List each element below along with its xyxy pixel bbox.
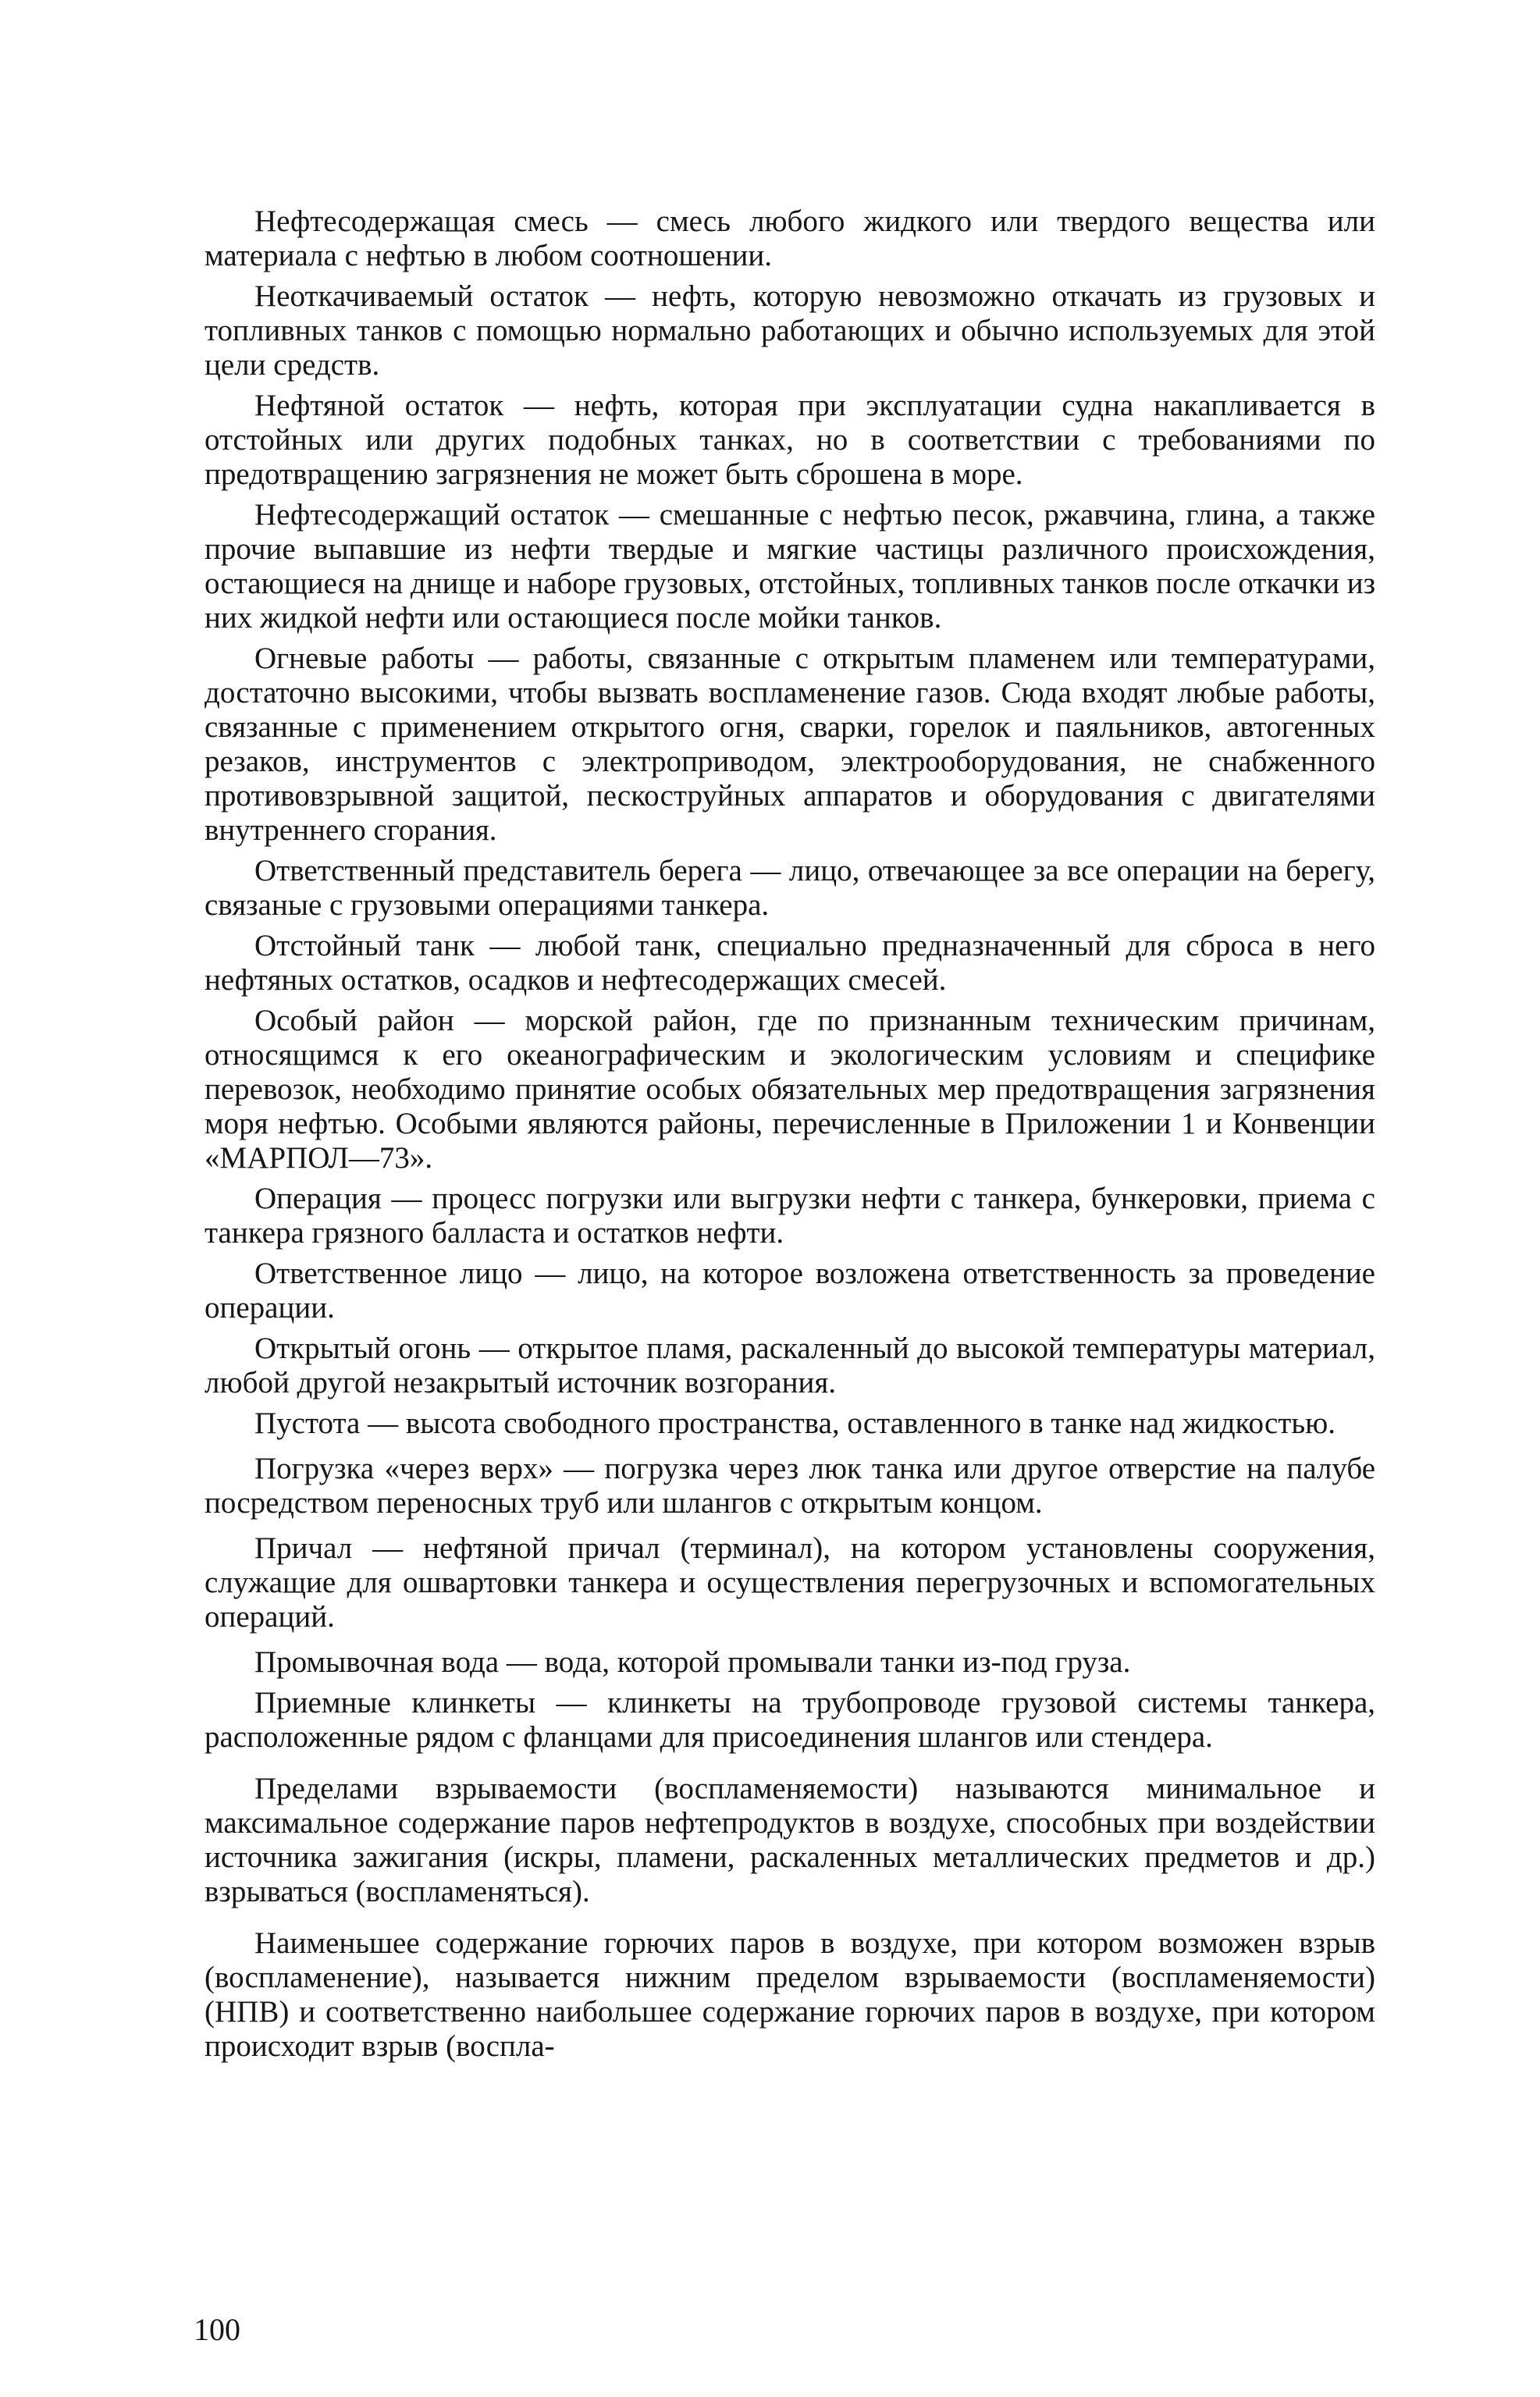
- definition-paragraph: Отстойный танк — любой танк, специально предназначенный для сброса в него нефтяных остатков, осадков и нефтесодержащих смесей.: [205, 929, 1375, 997]
- definition-paragraph: Неоткачиваемый остаток — нефть, которую невозможно откачать из грузовых и топливных танков с помощью нормально работающих и обычно используемых для этой цели средств.: [205, 279, 1375, 382]
- page-body: [205, 204, 1375, 2064]
- body-paragraph: Пределами взрываемости (воспламеняемости) называются минимальное и максимальное содержание паров нефтепродуктов в воздухе, способных при воздействии источника зажигания (искры, пламени, раскаленных металлических предметов и др.) взрываться (воспламеняться).: [205, 1772, 1375, 1908]
- definition-paragraph: Ответственное лицо — лицо, на которое возложена ответственность за проведение операции.: [205, 1257, 1375, 1325]
- definition-paragraph: Приемные клинкеты — клинкеты на трубопроводе грузовой системы танкера, расположенные рядом с фланцами для присоединения шлангов или стендера.: [205, 1686, 1375, 1754]
- definition-paragraph: Нефтяной остаток — нефть, которая при эксплуатации судна накапливается в отстойных или других подобных танках, но в соответствии с требованиями по предотвращению загрязнения не может быть сброшена в море.: [205, 389, 1375, 491]
- definition-paragraph: Открытый огонь — открытое пламя, раскаленный до высокой температуры материал, любой другой незакрытый источник возгорания.: [205, 1332, 1375, 1399]
- definition-paragraph: Особый район — морской район, где по признанным техническим причинам, относящимся к его океанографическим и экологическим условиям и специфике перевозок, необходимо принятие особых обязательных мер предотвращения загрязнения моря нефтью. Особыми являются районы, перечисленные в Приложении 1 и Конвенции «МАРПОЛ—73».: [205, 1004, 1375, 1175]
- definition-paragraph: Ответственный представитель берега — лицо, отвечающее за все операции на берегу, связаные с грузовыми операциями танкера.: [205, 854, 1375, 922]
- page-number: 100: [194, 2312, 240, 2347]
- body-paragraph: Наименьшее содержание горючих паров в воздухе, при котором возможен взрыв (воспламенение), называется нижним пределом взрываемости (воспламеняемости) (НПВ) и соответственно наибольшее содержание горючих паров в воздухе, при котором происходит взрыв (воспла-: [205, 1926, 1375, 2063]
- definition-paragraph: Нефтесодержащий остаток — смешанные с нефтью песок, ржавчина, глина, а также прочие выпавшие из нефти твердые и мягкие частицы различного происхождения, остающиеся на днище и наборе грузовых, отстойных, топливных танков после откачки из них жидкой нефти или остающиеся после мойки танков.: [205, 498, 1375, 635]
- definition-paragraph: Нефтесодержащая смесь — смесь любого жидкого или твердого вещества или материала с нефтью в любом соотношении.: [205, 204, 1375, 272]
- definition-paragraph: Промывочная вода — вода, которой промывали танки из-под груза.: [254, 1645, 1131, 1679]
- definition-paragraph: Операция — процесс погрузки или выгрузки нефти с танкера, бункеровки, приема с танкера грязного балласта и остатков нефти.: [205, 1182, 1375, 1250]
- definition-paragraph: Пустота — высота свободного пространства, оставленного в танке над жидкостью.: [254, 1407, 1335, 1440]
- definition-paragraph: Огневые работы — работы, связанные с открытым пламенем или температурами, достаточно высокими, чтобы вызвать воспламенение газов. Сюда входят любые работы, связанные с применением открытого огня, сварки, горелок и паяльников, автогенных резаков, инструментов с электроприводом, электрооборудования, не снабженного противовзрывной защитой, пескоструйных аппаратов и оборудования с двигателями внутреннего сгорания.: [205, 642, 1375, 847]
- definition-paragraph: Погрузка «через верх» — погрузка через люк танка или другое отверстие на палубе посредством переносных труб или шлангов с открытым концом.: [205, 1452, 1375, 1520]
- definition-paragraph: Причал — нефтяной причал (терминал), на котором установлены сооружения, служащие для ошвартовки танкера и осуществления перегрузочных и вспомогательных операций.: [205, 1531, 1375, 1634]
